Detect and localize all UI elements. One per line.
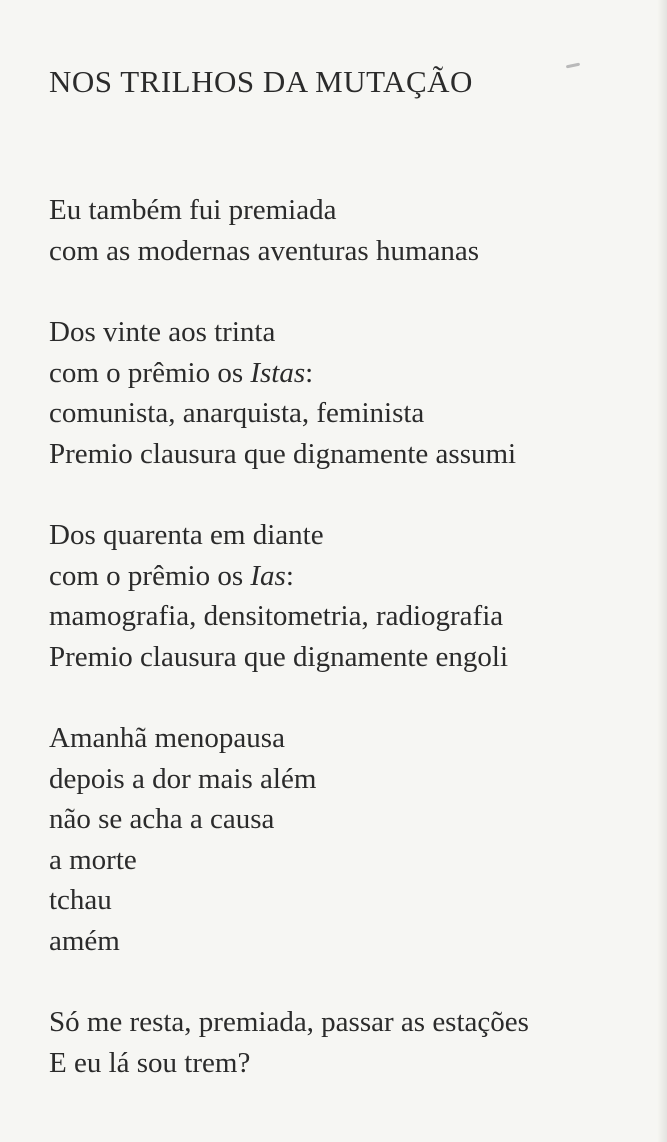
poem-line: Amanhã menopausa [49, 722, 285, 754]
poem-line: mamografia, densitometria, radiografia [49, 600, 504, 632]
poem-line: não se acha a causa [49, 803, 275, 835]
stanza [49, 718, 529, 961]
poem-line: comunista, anarquista, feminista [49, 397, 425, 429]
poem-line: Só me resta, premiada, passar as estações [49, 1006, 529, 1038]
poem-line [49, 556, 529, 597]
poem-line: a morte [49, 843, 137, 876]
stanza [49, 312, 529, 474]
poem-line: Eu também fui premiada [49, 194, 337, 226]
stanza [49, 190, 529, 271]
print-mark [566, 63, 580, 69]
poem-line: E eu lá sou trem? [49, 1046, 251, 1079]
poem-line: Premio clausura que dignamente assumi [49, 437, 517, 470]
line-punctuation: : [305, 356, 314, 389]
stanza [49, 515, 529, 677]
poem-line: Premio clausura que dignamente engoli [49, 640, 509, 673]
poem-line: depois a dor mais além [49, 762, 317, 795]
line-text: com o prêmio os [49, 356, 251, 389]
poem-body [49, 190, 529, 1124]
stanza [49, 1002, 529, 1083]
italic-word: Istas [250, 356, 306, 389]
poem-line: tchau [49, 884, 112, 916]
poem-line [49, 353, 529, 394]
poem-title: NOS TRILHOS DA MUTAÇÃO [49, 64, 473, 99]
line-text: com o prêmio os [49, 559, 251, 592]
poem-line: amém [49, 924, 120, 957]
poem-line: com as modernas aventuras humanas [49, 234, 480, 267]
page-edge-shadow [657, 0, 667, 1142]
poem-line: Dos vinte aos trinta [49, 316, 276, 348]
line-punctuation: : [285, 559, 294, 592]
italic-word: Ias [250, 559, 286, 592]
poem-line: Dos quarenta em diante [49, 519, 324, 551]
